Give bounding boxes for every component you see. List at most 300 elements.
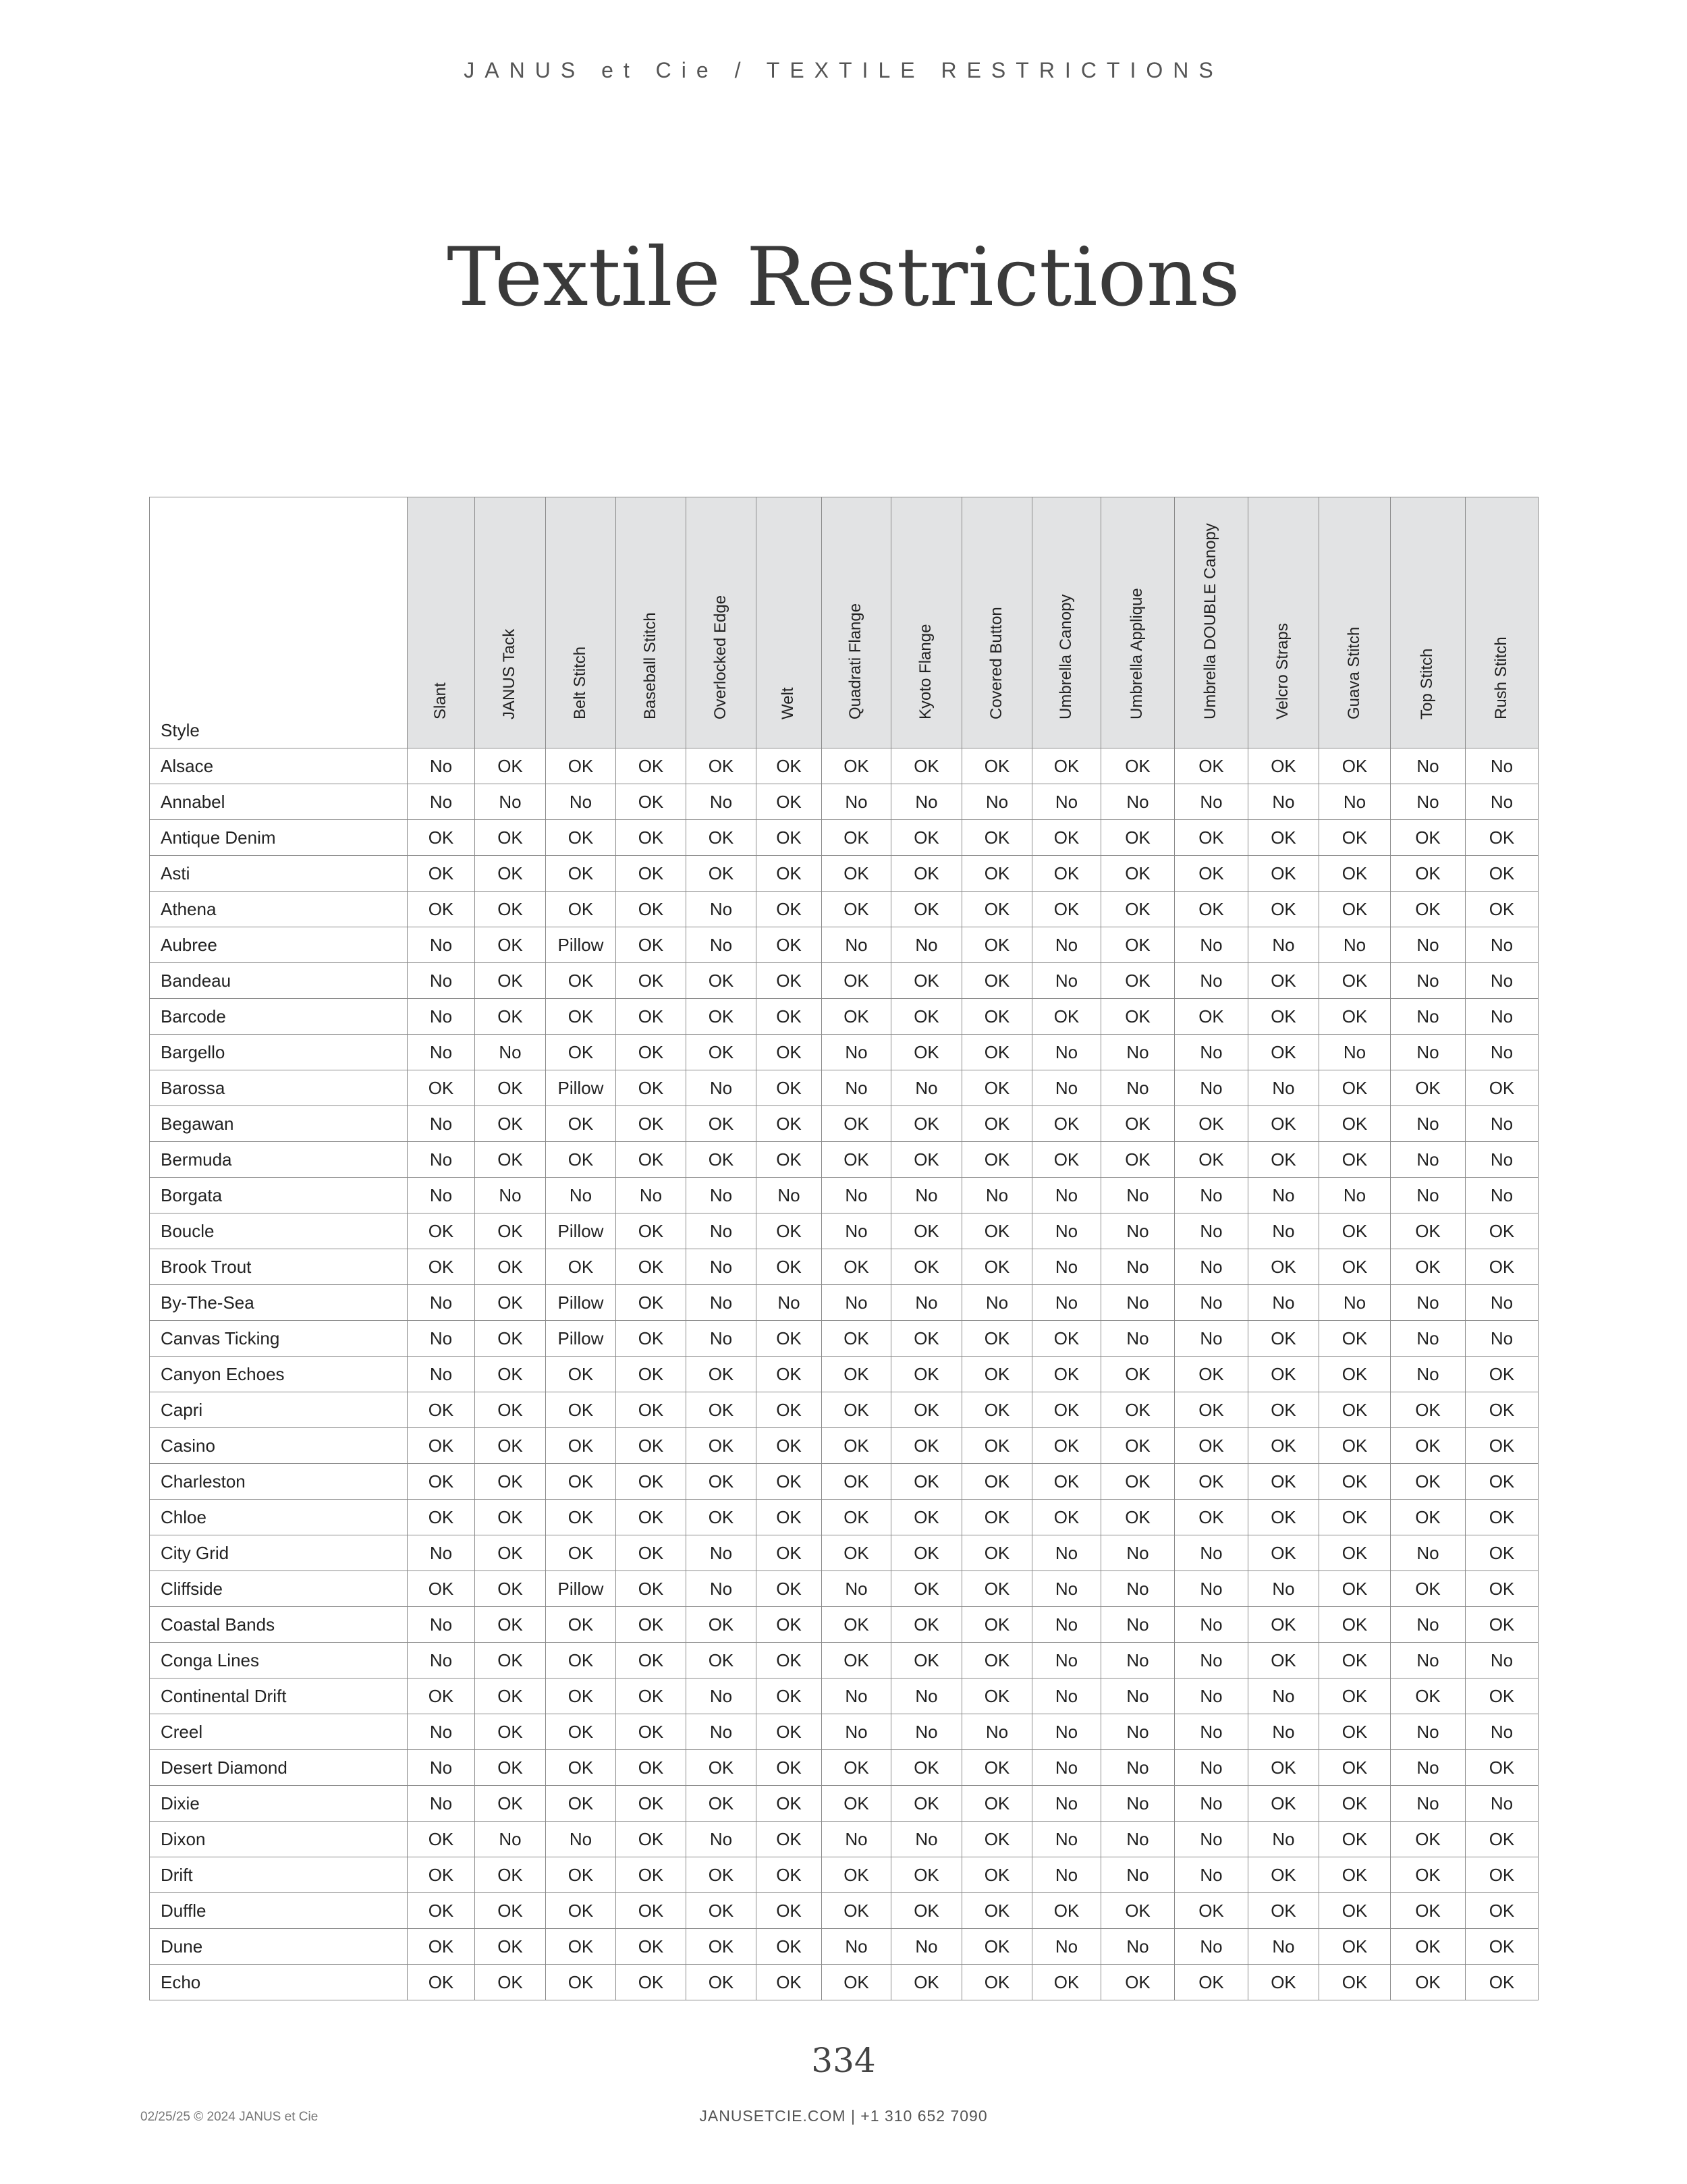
restriction-cell: OK: [1248, 1786, 1319, 1822]
restriction-cell: OK: [1466, 1750, 1539, 1786]
restriction-cell: OK: [408, 1678, 475, 1714]
restriction-cell: OK: [756, 748, 822, 784]
restriction-cell: OK: [1319, 1678, 1391, 1714]
restriction-cell: No: [891, 1714, 962, 1750]
restriction-cell: OK: [1101, 999, 1175, 1035]
restriction-cell: No: [408, 1607, 475, 1643]
restriction-cell: No: [1248, 1213, 1319, 1249]
restriction-cell: No: [1248, 1285, 1319, 1321]
restriction-cell: OK: [686, 963, 756, 999]
restriction-cell: OK: [1319, 1571, 1391, 1607]
restriction-cell: OK: [1032, 1965, 1101, 2000]
restriction-cell: No: [1466, 927, 1539, 963]
table-row: [150, 1428, 1539, 1464]
restriction-cell: No: [1175, 1607, 1248, 1643]
restriction-cell: OK: [546, 1678, 616, 1714]
restriction-cell: OK: [1466, 1535, 1539, 1571]
restriction-cell: OK: [756, 1464, 822, 1500]
restriction-cell: OK: [546, 963, 616, 999]
restriction-cell: OK: [822, 820, 891, 856]
restriction-cell: No: [822, 1285, 891, 1321]
restriction-cell: OK: [962, 1750, 1032, 1786]
restriction-cell: OK: [408, 1822, 475, 1857]
restriction-cell: No: [475, 784, 546, 820]
restriction-cell: OK: [891, 963, 962, 999]
restriction-cell: OK: [408, 856, 475, 892]
restriction-cell: OK: [616, 963, 686, 999]
table-row: [150, 1142, 1539, 1178]
table-row: [150, 1213, 1539, 1249]
restriction-cell: No: [1319, 1035, 1391, 1070]
restriction-cell: OK: [686, 1965, 756, 2000]
restriction-cell: OK: [616, 1571, 686, 1607]
restriction-cell: OK: [1175, 892, 1248, 927]
restriction-cell: No: [1466, 1786, 1539, 1822]
restriction-cell: OK: [1032, 856, 1101, 892]
restriction-cell: No: [1101, 1643, 1175, 1678]
restriction-cell: OK: [962, 1106, 1032, 1142]
restriction-cell: OK: [686, 1106, 756, 1142]
restriction-cell: OK: [756, 1428, 822, 1464]
style-name-cell: Annabel: [150, 784, 408, 820]
restriction-cell: OK: [1319, 748, 1391, 784]
restriction-cell: OK: [616, 1714, 686, 1750]
restriction-cell: OK: [546, 1035, 616, 1070]
restriction-cell: OK: [408, 1070, 475, 1106]
restriction-cell: OK: [891, 1142, 962, 1178]
restriction-cell: OK: [756, 1535, 822, 1571]
restriction-cell: OK: [616, 1035, 686, 1070]
restriction-cell: No: [1391, 748, 1466, 784]
restriction-cell: OK: [1248, 1142, 1319, 1178]
restriction-cell: OK: [1466, 1822, 1539, 1857]
restriction-cell: Pillow: [546, 1321, 616, 1357]
restriction-cell: No: [686, 927, 756, 963]
restriction-cell: OK: [962, 892, 1032, 927]
restriction-cell: OK: [1032, 1392, 1101, 1428]
restriction-cell: No: [686, 1678, 756, 1714]
restriction-cell: OK: [1175, 1106, 1248, 1142]
column-header: [616, 497, 686, 748]
restriction-cell: OK: [475, 1643, 546, 1678]
restriction-cell: No: [822, 1929, 891, 1965]
restriction-cell: No: [1391, 963, 1466, 999]
restriction-cell: OK: [616, 820, 686, 856]
restriction-cell: OK: [891, 820, 962, 856]
restriction-cell: OK: [1248, 1321, 1319, 1357]
restriction-cell: No: [1175, 784, 1248, 820]
restriction-cell: No: [822, 1571, 891, 1607]
restriction-cell: No: [1466, 1142, 1539, 1178]
restriction-cell: No: [1032, 1213, 1101, 1249]
restriction-cell: OK: [616, 1321, 686, 1357]
style-name-cell: Canvas Ticking: [150, 1321, 408, 1357]
restriction-cell: OK: [475, 1392, 546, 1428]
restriction-cell: OK: [891, 1750, 962, 1786]
restriction-cell: OK: [1032, 820, 1101, 856]
restriction-cell: No: [1032, 784, 1101, 820]
column-header: [756, 497, 822, 748]
restriction-cell: OK: [962, 963, 1032, 999]
restriction-cell: No: [1032, 1607, 1101, 1643]
restriction-cell: OK: [1101, 927, 1175, 963]
restriction-cell: OK: [686, 1392, 756, 1428]
restriction-cell: OK: [1248, 1428, 1319, 1464]
restriction-cell: OK: [756, 1392, 822, 1428]
restriction-cell: OK: [822, 1893, 891, 1929]
column-header: [891, 497, 962, 748]
column-header-label: Quadrati Flange: [846, 603, 864, 719]
restriction-cell: OK: [962, 999, 1032, 1035]
restriction-cell: No: [891, 1929, 962, 1965]
restriction-cell: No: [408, 784, 475, 820]
table-row: [150, 1106, 1539, 1142]
restriction-cell: No: [1466, 1035, 1539, 1070]
restriction-cell: OK: [686, 1750, 756, 1786]
restriction-cell: OK: [1319, 1822, 1391, 1857]
restriction-cell: OK: [686, 1428, 756, 1464]
restriction-cell: OK: [686, 1643, 756, 1678]
restriction-cell: OK: [822, 1786, 891, 1822]
restriction-cell: OK: [616, 1070, 686, 1106]
restriction-cell: OK: [1248, 1750, 1319, 1786]
restriction-cell: OK: [1466, 1070, 1539, 1106]
restriction-cell: No: [1391, 999, 1466, 1035]
restriction-cell: OK: [1391, 1929, 1466, 1965]
column-header-label: Overlocked Edge: [711, 595, 729, 719]
restriction-cell: OK: [962, 1500, 1032, 1535]
restriction-cell: OK: [822, 1392, 891, 1428]
restriction-cell: OK: [756, 1035, 822, 1070]
restriction-cell: OK: [616, 999, 686, 1035]
column-header: [1032, 497, 1101, 748]
restriction-cell: OK: [475, 1070, 546, 1106]
restriction-cell: OK: [1175, 1500, 1248, 1535]
restriction-cell: OK: [1248, 820, 1319, 856]
restriction-cell: OK: [822, 748, 891, 784]
restriction-cell: OK: [546, 1428, 616, 1464]
style-name-cell: Alsace: [150, 748, 408, 784]
restriction-cell: OK: [1319, 1357, 1391, 1392]
restriction-cell: OK: [891, 1893, 962, 1929]
restriction-cell: OK: [1032, 1464, 1101, 1500]
restriction-cell: OK: [475, 1500, 546, 1535]
restriction-cell: Pillow: [546, 1070, 616, 1106]
restriction-cell: No: [822, 1678, 891, 1714]
restriction-cell: OK: [756, 1643, 822, 1678]
column-header-label: Belt Stitch: [570, 646, 589, 719]
restriction-cell: OK: [546, 856, 616, 892]
restriction-cell: OK: [962, 1786, 1032, 1822]
restriction-cell: OK: [756, 1070, 822, 1106]
style-name-cell: Continental Drift: [150, 1678, 408, 1714]
restriction-cell: OK: [756, 1929, 822, 1965]
restriction-cell: No: [686, 1213, 756, 1249]
restriction-cell: OK: [1391, 1965, 1466, 2000]
restriction-cell: OK: [1101, 1392, 1175, 1428]
restriction-cell: OK: [822, 1357, 891, 1392]
restriction-cell: No: [475, 1035, 546, 1070]
restriction-cell: No: [408, 927, 475, 963]
restriction-cell: OK: [475, 1893, 546, 1929]
column-header: [546, 497, 616, 748]
restriction-cell: Pillow: [546, 1285, 616, 1321]
restriction-cell: No: [408, 748, 475, 784]
column-header: [1248, 497, 1319, 748]
restriction-cell: No: [408, 1035, 475, 1070]
restriction-cell: OK: [756, 1571, 822, 1607]
restriction-cell: No: [1101, 1714, 1175, 1750]
restriction-cell: OK: [1248, 1106, 1319, 1142]
restriction-cell: No: [408, 1714, 475, 1750]
restriction-cell: OK: [1319, 1070, 1391, 1106]
restriction-cell: OK: [1319, 1857, 1391, 1893]
table-row: [150, 1750, 1539, 1786]
restriction-cell: OK: [891, 1607, 962, 1643]
restriction-cell: OK: [962, 1428, 1032, 1464]
restriction-cell: No: [756, 1285, 822, 1321]
restriction-cell: OK: [1248, 1965, 1319, 2000]
style-name-cell: Canyon Echoes: [150, 1357, 408, 1392]
restriction-cell: OK: [1101, 1500, 1175, 1535]
column-header-label: Baseball Stitch: [640, 612, 659, 719]
restriction-cell: No: [1101, 1571, 1175, 1607]
restriction-cell: OK: [1466, 1428, 1539, 1464]
restriction-cell: OK: [616, 1428, 686, 1464]
restriction-cell: OK: [756, 1106, 822, 1142]
restriction-cell: OK: [1466, 892, 1539, 927]
restriction-cell: OK: [756, 927, 822, 963]
restriction-cell: No: [1466, 1321, 1539, 1357]
restriction-cell: OK: [756, 1893, 822, 1929]
restriction-cell: OK: [1391, 1678, 1466, 1714]
column-header-label: Rush Stitch: [1491, 636, 1510, 719]
table-row: [150, 784, 1539, 820]
restriction-cell: OK: [1319, 1893, 1391, 1929]
restriction-cell: OK: [756, 1822, 822, 1857]
restriction-cell: No: [686, 1535, 756, 1571]
restriction-cell: No: [408, 1357, 475, 1392]
restriction-cell: OK: [408, 1249, 475, 1285]
restriction-cell: OK: [546, 1535, 616, 1571]
restriction-cell: OK: [686, 856, 756, 892]
table-row: [150, 1607, 1539, 1643]
restriction-cell: OK: [475, 1571, 546, 1607]
restriction-cell: OK: [1319, 1929, 1391, 1965]
restriction-cell: OK: [616, 784, 686, 820]
restriction-cell: OK: [756, 1714, 822, 1750]
restriction-cell: OK: [1391, 820, 1466, 856]
restriction-cell: OK: [891, 1535, 962, 1571]
column-header: [1101, 497, 1175, 748]
restriction-cell: OK: [1319, 1607, 1391, 1643]
style-name-cell: Boucle: [150, 1213, 408, 1249]
column-header: [686, 497, 756, 748]
restriction-cell: OK: [475, 1929, 546, 1965]
restriction-cell: No: [1175, 1178, 1248, 1213]
restriction-cell: OK: [1101, 856, 1175, 892]
restriction-cell: OK: [1101, 1893, 1175, 1929]
restriction-cell: OK: [962, 1893, 1032, 1929]
column-header: [475, 497, 546, 748]
restriction-cell: OK: [1175, 820, 1248, 856]
restriction-cell: No: [1391, 1106, 1466, 1142]
restriction-cell: No: [1032, 1571, 1101, 1607]
column-header-label: Guava Stitch: [1344, 626, 1363, 719]
restriction-cell: No: [1248, 1929, 1319, 1965]
style-name-cell: Dune: [150, 1929, 408, 1965]
restriction-cell: OK: [616, 1929, 686, 1965]
restriction-cell: No: [408, 1142, 475, 1178]
restriction-cell: OK: [616, 1857, 686, 1893]
style-name-cell: Charleston: [150, 1464, 408, 1500]
restriction-cell: OK: [616, 1750, 686, 1786]
table-row: [150, 1535, 1539, 1571]
footer-copyright: 02/25/25 © 2024 JANUS et Cie: [140, 2110, 319, 2124]
restriction-cell: OK: [1319, 820, 1391, 856]
restriction-cell: No: [1248, 1070, 1319, 1106]
restriction-cell: OK: [1248, 892, 1319, 927]
restriction-cell: OK: [616, 1643, 686, 1678]
restriction-cell: No: [1319, 1285, 1391, 1321]
restriction-cell: OK: [962, 1035, 1032, 1070]
column-header: [1175, 497, 1248, 748]
column-header: [1466, 497, 1539, 748]
style-name-cell: City Grid: [150, 1535, 408, 1571]
restriction-cell: OK: [756, 1678, 822, 1714]
style-name-cell: Coastal Bands: [150, 1607, 408, 1643]
style-name-cell: Dixon: [150, 1822, 408, 1857]
restriction-cell: No: [1032, 1822, 1101, 1857]
restriction-cell: OK: [1319, 1106, 1391, 1142]
style-name-cell: Duffle: [150, 1893, 408, 1929]
restriction-cell: No: [1101, 1070, 1175, 1106]
restriction-cell: No: [1391, 1643, 1466, 1678]
table-row: [150, 1392, 1539, 1428]
restriction-cell: No: [1391, 1142, 1466, 1178]
restriction-cell: No: [1391, 1285, 1466, 1321]
restriction-cell: OK: [891, 1500, 962, 1535]
restriction-cell: OK: [1101, 1357, 1175, 1392]
restriction-cell: No: [1032, 1786, 1101, 1822]
restriction-cell: No: [1466, 1178, 1539, 1213]
restriction-cell: OK: [1466, 1929, 1539, 1965]
restriction-cell: OK: [962, 1822, 1032, 1857]
table-header-row: [150, 497, 1539, 748]
restriction-cell: No: [822, 1822, 891, 1857]
restriction-cell: OK: [616, 1607, 686, 1643]
style-name-cell: By-The-Sea: [150, 1285, 408, 1321]
restriction-cell: OK: [1319, 963, 1391, 999]
restriction-cell: OK: [616, 1678, 686, 1714]
restriction-cell: OK: [1175, 1392, 1248, 1428]
column-header-label: Welt: [779, 687, 797, 719]
restriction-cell: OK: [408, 820, 475, 856]
restriction-cell: OK: [546, 1786, 616, 1822]
restriction-cell: No: [408, 1786, 475, 1822]
restriction-cell: OK: [475, 1321, 546, 1357]
restriction-cell: OK: [756, 1786, 822, 1822]
restriction-cell: OK: [1391, 1822, 1466, 1857]
restriction-cell: OK: [546, 820, 616, 856]
restriction-cell: No: [1175, 1822, 1248, 1857]
restriction-cell: OK: [475, 1106, 546, 1142]
restriction-cell: OK: [891, 1857, 962, 1893]
restriction-cell: No: [1175, 1678, 1248, 1714]
restriction-cell: OK: [756, 856, 822, 892]
restriction-cell: OK: [756, 999, 822, 1035]
table-row: [150, 1571, 1539, 1607]
restriction-cell: OK: [1248, 1249, 1319, 1285]
restriction-cell: OK: [408, 1500, 475, 1535]
restriction-cell: OK: [891, 1428, 962, 1464]
restriction-cell: No: [1175, 963, 1248, 999]
restriction-cell: No: [1032, 1249, 1101, 1285]
column-header-label: Umbrella DOUBLE Canopy: [1201, 523, 1219, 719]
restriction-cell: OK: [546, 1106, 616, 1142]
restriction-cell: No: [1248, 1178, 1319, 1213]
restriction-cell: No: [408, 1106, 475, 1142]
restriction-cell: No: [1466, 999, 1539, 1035]
restriction-cell: OK: [1248, 1607, 1319, 1643]
restriction-cell: No: [686, 1822, 756, 1857]
restriction-cell: OK: [1466, 1857, 1539, 1893]
restriction-cell: No: [686, 1178, 756, 1213]
restriction-cell: OK: [822, 1464, 891, 1500]
restriction-cell: OK: [616, 1822, 686, 1857]
restriction-cell: No: [1391, 1535, 1466, 1571]
table-row: [150, 1285, 1539, 1321]
restriction-cell: OK: [962, 856, 1032, 892]
restriction-cell: No: [1466, 1285, 1539, 1321]
restriction-cell: OK: [616, 1249, 686, 1285]
restriction-cell: OK: [546, 1142, 616, 1178]
restriction-cell: OK: [408, 1965, 475, 2000]
restriction-cell: OK: [475, 1428, 546, 1464]
restriction-cell: OK: [822, 1500, 891, 1535]
column-header-label: Velcro Straps: [1273, 623, 1292, 719]
restriction-cell: OK: [962, 1392, 1032, 1428]
restriction-cell: OK: [1032, 999, 1101, 1035]
restriction-cell: No: [1175, 1285, 1248, 1321]
restriction-cell: OK: [1466, 856, 1539, 892]
restriction-cell: OK: [822, 1142, 891, 1178]
restriction-cell: OK: [1175, 999, 1248, 1035]
table-row: [150, 1714, 1539, 1750]
restriction-cell: No: [891, 1178, 962, 1213]
restriction-cell: OK: [891, 1464, 962, 1500]
restriction-cell: OK: [1391, 1249, 1466, 1285]
restriction-cell: OK: [1319, 1213, 1391, 1249]
restriction-cell: OK: [1101, 963, 1175, 999]
restriction-cell: OK: [1391, 1070, 1466, 1106]
restriction-cell: OK: [475, 1142, 546, 1178]
restriction-cell: OK: [475, 1535, 546, 1571]
restriction-cell: OK: [1248, 1464, 1319, 1500]
restriction-cell: No: [1032, 1643, 1101, 1678]
restriction-cell: OK: [891, 1213, 962, 1249]
restriction-cell: OK: [546, 1714, 616, 1750]
restriction-cell: OK: [546, 1392, 616, 1428]
restriction-cell: OK: [962, 1643, 1032, 1678]
column-header-label: JANUS Tack: [500, 628, 518, 719]
restriction-cell: OK: [1248, 1357, 1319, 1392]
restriction-cell: OK: [1032, 1321, 1101, 1357]
restriction-cell: No: [1101, 1822, 1175, 1857]
restriction-cell: No: [1032, 1678, 1101, 1714]
restriction-cell: OK: [962, 1929, 1032, 1965]
restriction-cell: No: [1032, 1535, 1101, 1571]
